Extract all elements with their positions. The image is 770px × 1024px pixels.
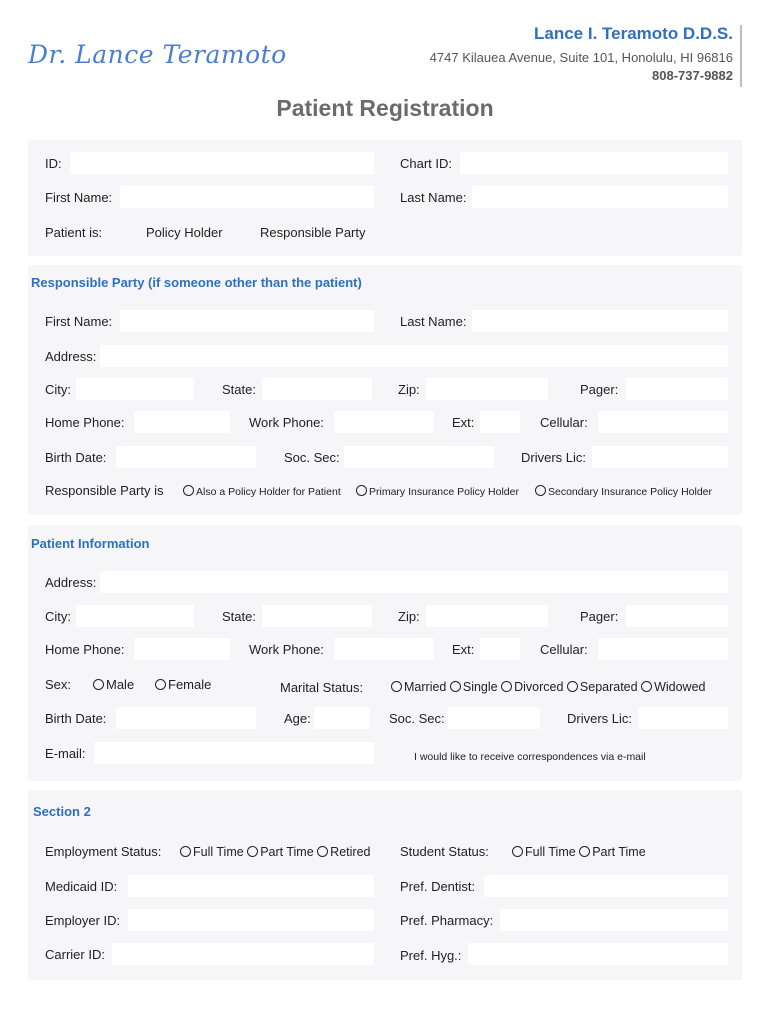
responsible-party-option[interactable]: Responsible Party [260, 225, 366, 240]
radio-icon [183, 485, 194, 496]
pt-state-field[interactable] [262, 605, 372, 627]
id-field[interactable] [70, 152, 374, 174]
radio-icon [356, 485, 367, 496]
marital-single-option[interactable] [450, 680, 498, 694]
rp-option-secondary-holder[interactable] [535, 485, 712, 498]
pt-age-label: Age: [284, 711, 311, 726]
page-title: Patient Registration [276, 95, 494, 121]
rp-work-phone-field[interactable] [334, 411, 434, 433]
last-name-field[interactable] [472, 186, 728, 208]
full-time-label: Full Time [193, 845, 244, 859]
rp-is-label: Responsible Party is [45, 483, 164, 498]
pref-pharmacy-field[interactable] [500, 909, 728, 931]
pt-pager-field[interactable] [626, 605, 728, 627]
carrier-id-field[interactable] [112, 943, 374, 965]
divorced-label: Divorced [514, 680, 564, 694]
rp-soc-sec-label: Soc. Sec: [284, 450, 340, 465]
student-part-time-label: Part Time [592, 845, 646, 859]
pt-pager-label: Pager: [580, 609, 619, 624]
pt-cellular-field[interactable] [598, 638, 728, 660]
student-full-time-label: Full Time [525, 845, 576, 859]
practice-address: 4747 Kilauea Avenue, Suite 101, Honolulu, HI 96816 [429, 50, 733, 65]
rp-zip-field[interactable] [426, 378, 548, 400]
rp-last-name-field[interactable] [472, 310, 728, 332]
single-label: Single [462, 680, 498, 694]
rp-option-also-policy-holder[interactable] [183, 485, 341, 498]
pref-dentist-field[interactable] [484, 875, 728, 897]
sex-female-option[interactable] [155, 677, 211, 692]
pt-drivers-lic-label: Drivers Lic: [567, 711, 633, 726]
rp-city-field[interactable] [76, 378, 194, 400]
first-name-label: First Name: [45, 190, 113, 205]
marital-widowed-option[interactable] [641, 680, 705, 694]
retired-label: Retired [330, 845, 371, 859]
student-part-time-option[interactable] [579, 845, 646, 859]
patient-is-label: Patient is: [45, 225, 103, 240]
medicaid-id-label: Medicaid ID: [45, 879, 118, 894]
employer-id-field[interactable] [128, 909, 374, 931]
radio-icon [579, 846, 590, 857]
student-status-options [512, 845, 646, 859]
pt-city-field[interactable] [76, 605, 194, 627]
pref-pharmacy-label: Pref. Pharmacy: [400, 913, 494, 928]
pt-birth-date-field[interactable] [116, 707, 256, 729]
rp-work-phone-label: Work Phone: [249, 415, 324, 430]
radio-icon [317, 846, 328, 857]
rp-cellular-field[interactable] [598, 411, 728, 433]
separated-label: Separated [579, 680, 638, 694]
employment-part-time-option[interactable] [247, 845, 314, 859]
marital-status-options [391, 680, 706, 694]
radio-icon [450, 681, 461, 692]
radio-icon [501, 681, 512, 692]
last-name-label: Last Name: [400, 190, 467, 205]
logo-signature: Dr. Lance Teramoto [28, 40, 287, 69]
pt-drivers-lic-field[interactable] [638, 707, 728, 729]
rp-zip-label: Zip: [398, 382, 420, 397]
widowed-label: Widowed [654, 680, 706, 694]
student-status-label: Student Status: [400, 844, 489, 859]
rp-ext-label: Ext: [452, 415, 475, 430]
practice-phone: 808-737-9882 [652, 68, 733, 83]
rp-pager-field[interactable] [626, 378, 728, 400]
radio-icon [180, 846, 191, 857]
radio-icon [641, 681, 652, 692]
employment-status-label: Employment Status: [45, 844, 162, 859]
marital-status-label: Marital Status: [280, 680, 364, 695]
part-time-label: Part Time [260, 845, 314, 859]
chart-id-label: Chart ID: [400, 156, 453, 171]
rp-city-label: City: [45, 382, 71, 397]
pref-hyg-label: Pref. Hyg.: [400, 948, 462, 963]
rp-address-label: Address: [45, 349, 97, 364]
female-label: Female [168, 677, 212, 692]
sex-male-option[interactable] [93, 677, 134, 692]
rp-option-1-label: Also a Policy Holder for Patient [196, 486, 341, 498]
patient-info-heading: Patient Information [31, 536, 150, 551]
pref-hyg-field[interactable] [468, 943, 728, 965]
rp-drivers-lic-field[interactable] [592, 446, 728, 468]
marital-married-option[interactable] [391, 680, 446, 694]
radio-icon [247, 846, 258, 857]
doctor-name: Lance I. Teramoto D.D.S. [533, 24, 733, 43]
male-label: Male [106, 677, 135, 692]
pt-ext-label: Ext: [452, 642, 475, 657]
rp-state-label: State: [222, 382, 256, 397]
rp-first-name-field[interactable] [120, 310, 374, 332]
radio-icon [567, 681, 578, 692]
married-label: Married [404, 680, 447, 694]
rp-option-2-label: Primary Insurance Policy Holder [369, 486, 519, 498]
student-full-time-option[interactable] [512, 845, 576, 859]
employment-retired-option[interactable] [317, 845, 370, 859]
rp-address-field[interactable] [100, 345, 728, 367]
pt-state-label: State: [222, 609, 256, 624]
radio-icon [535, 485, 546, 496]
employment-full-time-option[interactable] [180, 845, 244, 859]
pt-soc-sec-field[interactable] [448, 707, 540, 729]
pt-age-field[interactable] [314, 707, 370, 729]
radio-icon [512, 846, 523, 857]
pt-home-phone-label: Home Phone: [45, 642, 125, 657]
header-divider [740, 25, 742, 87]
carrier-id-label: Carrier ID: [45, 947, 105, 962]
rp-drivers-lic-label: Drivers Lic: [521, 450, 587, 465]
pt-cellular-label: Cellular: [540, 642, 588, 657]
pt-sex-label: Sex: [45, 677, 72, 692]
email-correspondence-option[interactable]: I would like to receive correspondences via e-mail [414, 751, 646, 763]
pt-city-label: City: [45, 609, 71, 624]
pt-address-label: Address: [45, 575, 97, 590]
rp-home-phone-field[interactable] [134, 411, 230, 433]
pt-zip-label: Zip: [398, 609, 420, 624]
rp-cellular-label: Cellular: [540, 415, 588, 430]
rp-ext-field[interactable] [480, 411, 520, 433]
rp-option-3-label: Secondary Insurance Policy Holder [548, 486, 713, 498]
rp-pager-label: Pager: [580, 382, 619, 397]
policy-holder-option[interactable]: Policy Holder [146, 225, 223, 240]
responsible-party-heading: Responsible Party (if someone other than the patient) [31, 275, 362, 290]
rp-soc-sec-field[interactable] [344, 446, 494, 468]
rp-birth-date-field[interactable] [116, 446, 256, 468]
rp-home-phone-label: Home Phone: [45, 415, 125, 430]
section-2-heading: Section 2 [33, 804, 91, 819]
id-label: ID: [45, 156, 62, 171]
rp-state-field[interactable] [262, 378, 372, 400]
first-name-field[interactable] [120, 186, 374, 208]
medicaid-id-field[interactable] [128, 875, 374, 897]
pt-work-phone-label: Work Phone: [249, 642, 324, 657]
chart-id-field[interactable] [460, 152, 728, 174]
rp-option-primary-holder[interactable] [356, 485, 519, 498]
rp-last-name-label: Last Name: [400, 314, 467, 329]
pt-address-field[interactable] [100, 571, 728, 593]
radio-icon [93, 679, 104, 690]
pref-dentist-label: Pref. Dentist: [400, 879, 476, 894]
pt-birth-date-label: Birth Date: [45, 711, 107, 726]
pt-ext-field[interactable] [480, 638, 520, 660]
pt-email-label: E-mail: [45, 746, 86, 761]
pt-soc-sec-label: Soc. Sec: [389, 711, 445, 726]
radio-icon [155, 679, 166, 690]
pt-work-phone-field[interactable] [334, 638, 434, 660]
rp-birth-date-label: Birth Date: [45, 450, 107, 465]
pt-home-phone-field[interactable] [134, 638, 230, 660]
pt-email-field[interactable] [94, 742, 374, 764]
pt-zip-field[interactable] [426, 605, 548, 627]
radio-icon [391, 681, 402, 692]
employer-id-label: Employer ID: [45, 913, 121, 928]
marital-separated-option[interactable] [567, 680, 638, 694]
employment-status-options [180, 845, 370, 859]
marital-divorced-option[interactable] [501, 680, 563, 694]
rp-first-name-label: First Name: [45, 314, 113, 329]
